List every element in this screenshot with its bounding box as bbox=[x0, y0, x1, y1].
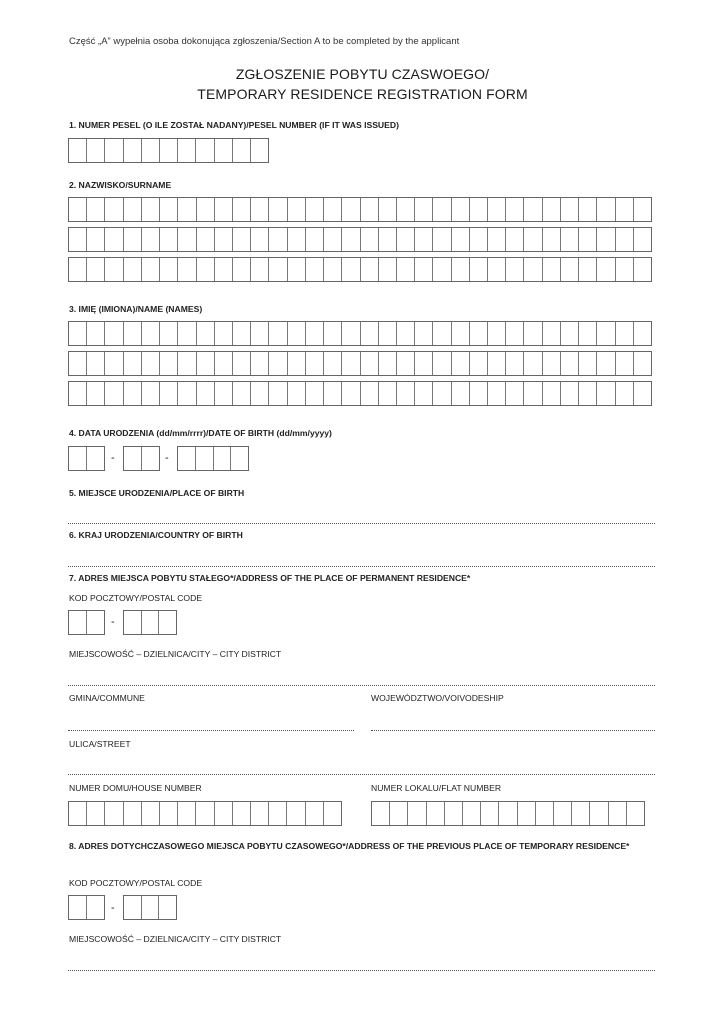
char-box[interactable] bbox=[433, 198, 451, 221]
char-box[interactable] bbox=[124, 611, 142, 634]
char-box[interactable] bbox=[142, 322, 160, 345]
char-box[interactable] bbox=[524, 352, 542, 375]
char-box[interactable] bbox=[506, 382, 524, 405]
char-box[interactable] bbox=[506, 322, 524, 345]
char-box[interactable] bbox=[124, 896, 142, 919]
char-box[interactable] bbox=[87, 228, 105, 251]
surname-boxes-row[interactable] bbox=[68, 197, 652, 222]
char-box[interactable] bbox=[634, 228, 651, 251]
char-box[interactable] bbox=[579, 322, 597, 345]
char-box[interactable] bbox=[269, 802, 287, 825]
char-box[interactable] bbox=[543, 228, 561, 251]
names-boxes-row[interactable] bbox=[68, 351, 652, 376]
char-box[interactable] bbox=[87, 382, 105, 405]
char-box[interactable] bbox=[178, 139, 196, 162]
postal-code-label: KOD POCZTOWY/POSTAL CODE bbox=[69, 593, 203, 603]
char-box[interactable] bbox=[572, 802, 590, 825]
char-box[interactable] bbox=[324, 322, 342, 345]
char-box[interactable] bbox=[408, 802, 426, 825]
char-box[interactable] bbox=[324, 258, 342, 281]
char-box[interactable] bbox=[616, 382, 634, 405]
street-label: ULICA/STREET bbox=[69, 739, 131, 749]
char-box[interactable] bbox=[361, 322, 379, 345]
char-box[interactable] bbox=[634, 382, 651, 405]
char-box[interactable] bbox=[415, 198, 433, 221]
char-box[interactable] bbox=[415, 352, 433, 375]
char-box[interactable] bbox=[269, 382, 287, 405]
char-box[interactable] bbox=[142, 198, 160, 221]
char-box[interactable] bbox=[342, 352, 360, 375]
char-box[interactable] bbox=[197, 382, 215, 405]
section-4-heading: 4. DATA URODZENIA (dd/mm/rrrr)/DATE OF BIRTH (dd/mm/yyyy) bbox=[69, 428, 332, 438]
char-box[interactable] bbox=[231, 447, 248, 470]
char-box[interactable] bbox=[379, 322, 397, 345]
char-box[interactable] bbox=[233, 802, 251, 825]
char-box[interactable] bbox=[324, 228, 342, 251]
char-box[interactable] bbox=[524, 322, 542, 345]
char-box[interactable] bbox=[488, 322, 506, 345]
char-box[interactable] bbox=[160, 322, 178, 345]
char-box[interactable] bbox=[178, 198, 196, 221]
char-box[interactable] bbox=[372, 802, 390, 825]
char-box[interactable] bbox=[616, 258, 634, 281]
voivodeship-line[interactable] bbox=[371, 730, 655, 731]
char-box[interactable] bbox=[561, 228, 579, 251]
char-box[interactable] bbox=[306, 352, 324, 375]
birth-month-boxes[interactable] bbox=[123, 446, 160, 471]
char-box[interactable] bbox=[105, 382, 123, 405]
char-box[interactable] bbox=[288, 228, 306, 251]
char-box[interactable] bbox=[215, 352, 233, 375]
char-box[interactable] bbox=[433, 322, 451, 345]
char-box[interactable] bbox=[69, 258, 87, 281]
char-box[interactable] bbox=[178, 322, 196, 345]
char-box[interactable] bbox=[233, 258, 251, 281]
char-box[interactable] bbox=[197, 198, 215, 221]
char-box[interactable] bbox=[579, 258, 597, 281]
char-box[interactable] bbox=[506, 198, 524, 221]
section-6-heading: 6. KRAJ URODZENIA/COUNTRY OF BIRTH bbox=[69, 530, 243, 540]
char-box[interactable] bbox=[579, 228, 597, 251]
char-box[interactable] bbox=[142, 802, 160, 825]
char-box[interactable] bbox=[233, 322, 251, 345]
char-box[interactable] bbox=[445, 802, 463, 825]
char-box[interactable] bbox=[142, 896, 160, 919]
char-box[interactable] bbox=[269, 198, 287, 221]
char-box[interactable] bbox=[561, 198, 579, 221]
char-box[interactable] bbox=[87, 322, 105, 345]
char-box[interactable] bbox=[609, 802, 627, 825]
char-box[interactable] bbox=[470, 228, 488, 251]
voivodeship-label: WOJEWÓDZTWO/VOIVODESHIP bbox=[371, 693, 504, 703]
char-box[interactable] bbox=[105, 228, 123, 251]
char-box[interactable] bbox=[518, 802, 536, 825]
char-box[interactable] bbox=[379, 258, 397, 281]
char-box[interactable] bbox=[342, 322, 360, 345]
char-box[interactable] bbox=[142, 228, 160, 251]
char-box[interactable] bbox=[506, 258, 524, 281]
char-box[interactable] bbox=[506, 352, 524, 375]
postal-code-boxes-part2[interactable] bbox=[123, 610, 177, 635]
char-box[interactable] bbox=[159, 611, 176, 634]
char-box[interactable] bbox=[251, 382, 269, 405]
char-box[interactable] bbox=[142, 382, 160, 405]
char-box[interactable] bbox=[634, 258, 651, 281]
form-title-line1: ZGŁOSZENIE POBYTU CZASWOEGO/ bbox=[235, 66, 490, 82]
char-box[interactable] bbox=[87, 352, 105, 375]
char-box[interactable] bbox=[597, 228, 615, 251]
char-box[interactable] bbox=[269, 322, 287, 345]
char-box[interactable] bbox=[561, 258, 579, 281]
char-box[interactable] bbox=[288, 382, 306, 405]
char-box[interactable] bbox=[142, 352, 160, 375]
char-box[interactable] bbox=[306, 802, 324, 825]
char-box[interactable] bbox=[251, 258, 269, 281]
flat-number-label: NUMER LOKALU/FLAT NUMBER bbox=[371, 783, 502, 793]
char-box[interactable] bbox=[306, 258, 324, 281]
char-box[interactable] bbox=[124, 802, 142, 825]
surname-boxes-row[interactable] bbox=[68, 257, 652, 282]
char-box[interactable] bbox=[324, 802, 341, 825]
char-box[interactable] bbox=[178, 352, 196, 375]
char-box[interactable] bbox=[499, 802, 517, 825]
char-box[interactable] bbox=[524, 228, 542, 251]
char-box[interactable] bbox=[579, 198, 597, 221]
surname-boxes-row[interactable] bbox=[68, 227, 652, 252]
char-box[interactable] bbox=[69, 611, 87, 634]
section-3-heading: 3. IMIĘ (IMIONA)/NAME (NAMES) bbox=[69, 304, 203, 314]
char-box[interactable] bbox=[269, 352, 287, 375]
house-number-boxes[interactable] bbox=[68, 801, 342, 826]
char-box[interactable] bbox=[561, 322, 579, 345]
char-box[interactable] bbox=[87, 139, 105, 162]
street-line[interactable] bbox=[68, 774, 655, 775]
char-box[interactable] bbox=[69, 352, 87, 375]
char-box[interactable] bbox=[287, 802, 305, 825]
char-box[interactable] bbox=[597, 352, 615, 375]
names-boxes-row[interactable] bbox=[68, 381, 652, 406]
char-box[interactable] bbox=[452, 382, 470, 405]
char-box[interactable] bbox=[233, 352, 251, 375]
char-box[interactable] bbox=[251, 198, 269, 221]
char-box[interactable] bbox=[524, 382, 542, 405]
char-box[interactable] bbox=[160, 228, 178, 251]
postal-code-boxes-part1[interactable] bbox=[68, 610, 105, 635]
pesel-boxes[interactable] bbox=[68, 138, 269, 163]
char-box[interactable] bbox=[616, 228, 634, 251]
char-box[interactable] bbox=[142, 139, 160, 162]
char-box[interactable] bbox=[105, 139, 123, 162]
commune-line[interactable] bbox=[68, 730, 354, 731]
postal-code-separator: - bbox=[111, 616, 115, 628]
char-box[interactable] bbox=[251, 802, 269, 825]
postal-code-label: KOD POCZTOWY/POSTAL CODE bbox=[69, 878, 203, 888]
header-note: Część „A” wypełnia osoba dokonująca zgłoszenia/Section A to be completed by the applicant bbox=[69, 36, 460, 47]
date-separator: - bbox=[111, 452, 115, 464]
char-box[interactable] bbox=[124, 447, 142, 470]
char-box[interactable] bbox=[452, 258, 470, 281]
char-box[interactable] bbox=[470, 198, 488, 221]
char-box[interactable] bbox=[251, 228, 269, 251]
char-box[interactable] bbox=[342, 198, 360, 221]
char-box[interactable] bbox=[324, 198, 342, 221]
char-box[interactable] bbox=[379, 228, 397, 251]
section-5-heading: 5. MIEJSCE URODZENIA/PLACE OF BIRTH bbox=[69, 488, 245, 498]
char-box[interactable] bbox=[69, 382, 87, 405]
house-number-label: NUMER DOMU/HOUSE NUMBER bbox=[69, 783, 202, 793]
char-box[interactable] bbox=[397, 322, 415, 345]
char-box[interactable] bbox=[616, 322, 634, 345]
char-box[interactable] bbox=[105, 322, 123, 345]
char-box[interactable] bbox=[69, 139, 87, 162]
char-box[interactable] bbox=[215, 322, 233, 345]
char-box[interactable] bbox=[215, 382, 233, 405]
char-box[interactable] bbox=[543, 258, 561, 281]
char-box[interactable] bbox=[251, 139, 268, 162]
char-box[interactable] bbox=[306, 228, 324, 251]
char-box[interactable] bbox=[470, 322, 488, 345]
char-box[interactable] bbox=[427, 802, 445, 825]
char-box[interactable] bbox=[488, 198, 506, 221]
char-box[interactable] bbox=[159, 896, 176, 919]
char-box[interactable] bbox=[196, 447, 214, 470]
char-box[interactable] bbox=[160, 139, 178, 162]
char-box[interactable] bbox=[452, 228, 470, 251]
char-box[interactable] bbox=[160, 802, 178, 825]
char-box[interactable] bbox=[215, 198, 233, 221]
char-box[interactable] bbox=[160, 258, 178, 281]
char-box[interactable] bbox=[124, 228, 142, 251]
char-box[interactable] bbox=[506, 228, 524, 251]
char-box[interactable] bbox=[634, 352, 651, 375]
char-box[interactable] bbox=[579, 382, 597, 405]
char-box[interactable] bbox=[160, 198, 178, 221]
char-box[interactable] bbox=[196, 802, 214, 825]
char-box[interactable] bbox=[105, 802, 123, 825]
char-box[interactable] bbox=[69, 228, 87, 251]
char-box[interactable] bbox=[215, 258, 233, 281]
char-box[interactable] bbox=[488, 258, 506, 281]
char-box[interactable] bbox=[379, 352, 397, 375]
char-box[interactable] bbox=[251, 352, 269, 375]
date-separator: - bbox=[165, 452, 169, 464]
char-box[interactable] bbox=[142, 447, 159, 470]
char-box[interactable] bbox=[415, 228, 433, 251]
char-box[interactable] bbox=[142, 611, 160, 634]
char-box[interactable] bbox=[324, 352, 342, 375]
char-box[interactable] bbox=[233, 228, 251, 251]
char-box[interactable] bbox=[361, 258, 379, 281]
char-box[interactable] bbox=[390, 802, 408, 825]
char-box[interactable] bbox=[87, 447, 104, 470]
char-box[interactable] bbox=[470, 258, 488, 281]
char-box[interactable] bbox=[288, 258, 306, 281]
char-box[interactable] bbox=[397, 258, 415, 281]
char-box[interactable] bbox=[597, 322, 615, 345]
char-box[interactable] bbox=[69, 896, 87, 919]
char-box[interactable] bbox=[160, 352, 178, 375]
char-box[interactable] bbox=[178, 802, 196, 825]
country-of-birth-line[interactable] bbox=[68, 566, 655, 567]
char-box[interactable] bbox=[197, 228, 215, 251]
char-box[interactable] bbox=[397, 382, 415, 405]
char-box[interactable] bbox=[524, 258, 542, 281]
char-box[interactable] bbox=[178, 382, 196, 405]
char-box[interactable] bbox=[543, 382, 561, 405]
char-box[interactable] bbox=[463, 802, 481, 825]
char-box[interactable] bbox=[379, 198, 397, 221]
char-box[interactable] bbox=[197, 258, 215, 281]
char-box[interactable] bbox=[288, 322, 306, 345]
char-box[interactable] bbox=[306, 322, 324, 345]
char-box[interactable] bbox=[597, 198, 615, 221]
char-box[interactable] bbox=[634, 198, 651, 221]
char-box[interactable] bbox=[627, 802, 644, 825]
char-box[interactable] bbox=[233, 198, 251, 221]
section-7-heading: 7. ADRES MIEJSCA POBYTU STAŁEGO*/ADDRESS OF THE PLACE OF PERMANENT RESIDENCE* bbox=[69, 573, 471, 583]
char-box[interactable] bbox=[160, 382, 178, 405]
section-8-heading: 8. ADRES DOTYCHCZASOWEGO MIEJSCA POBYTU CZASOWEGO*/ADDRESS OF THE PREVIOUS PLACE OF TEMPORARY RESIDENCE* bbox=[69, 841, 630, 851]
char-box[interactable] bbox=[597, 382, 615, 405]
char-box[interactable] bbox=[415, 322, 433, 345]
char-box[interactable] bbox=[597, 258, 615, 281]
char-box[interactable] bbox=[616, 198, 634, 221]
char-box[interactable] bbox=[543, 322, 561, 345]
char-box[interactable] bbox=[69, 802, 87, 825]
char-box[interactable] bbox=[105, 352, 123, 375]
char-box[interactable] bbox=[561, 382, 579, 405]
place-of-birth-line[interactable] bbox=[68, 523, 655, 524]
char-box[interactable] bbox=[616, 352, 634, 375]
birth-year-boxes[interactable] bbox=[177, 446, 249, 471]
prev-city-line[interactable] bbox=[68, 970, 655, 971]
char-box[interactable] bbox=[433, 228, 451, 251]
postal-code-separator: - bbox=[111, 902, 115, 914]
char-box[interactable] bbox=[379, 382, 397, 405]
char-box[interactable] bbox=[324, 382, 342, 405]
form-title-line2: TEMPORARY RESIDENCE REGISTRATION FORM bbox=[197, 86, 528, 102]
char-box[interactable] bbox=[579, 352, 597, 375]
char-box[interactable] bbox=[536, 802, 554, 825]
char-box[interactable] bbox=[215, 228, 233, 251]
char-box[interactable] bbox=[397, 198, 415, 221]
city-line[interactable] bbox=[68, 685, 655, 686]
char-box[interactable] bbox=[87, 258, 105, 281]
char-box[interactable] bbox=[288, 352, 306, 375]
char-box[interactable] bbox=[361, 198, 379, 221]
prev-postal-code-boxes-part1[interactable] bbox=[68, 895, 105, 920]
char-box[interactable] bbox=[397, 228, 415, 251]
char-box[interactable] bbox=[124, 322, 142, 345]
char-box[interactable] bbox=[306, 198, 324, 221]
char-box[interactable] bbox=[342, 228, 360, 251]
char-box[interactable] bbox=[554, 802, 572, 825]
char-box[interactable] bbox=[452, 198, 470, 221]
commune-label: GMINA/COMMUNE bbox=[69, 693, 145, 703]
city-label: MIEJSCOWOŚĆ – DZIELNICA/CITY – CITY DISTRICT bbox=[69, 649, 282, 659]
char-box[interactable] bbox=[488, 228, 506, 251]
char-box[interactable] bbox=[634, 322, 651, 345]
char-box[interactable] bbox=[342, 382, 360, 405]
char-box[interactable] bbox=[415, 258, 433, 281]
char-box[interactable] bbox=[214, 447, 232, 470]
char-box[interactable] bbox=[197, 322, 215, 345]
char-box[interactable] bbox=[590, 802, 608, 825]
char-box[interactable] bbox=[269, 258, 287, 281]
char-box[interactable] bbox=[361, 382, 379, 405]
char-box[interactable] bbox=[488, 382, 506, 405]
char-box[interactable] bbox=[306, 382, 324, 405]
char-box[interactable] bbox=[197, 352, 215, 375]
char-box[interactable] bbox=[233, 382, 251, 405]
char-box[interactable] bbox=[87, 802, 105, 825]
section-1-heading: 1. NUMER PESEL (O ILE ZOSTAŁ NADANY)/PESEL NUMBER (IF IT WAS ISSUED) bbox=[69, 120, 399, 130]
char-box[interactable] bbox=[481, 802, 499, 825]
char-box[interactable] bbox=[178, 228, 196, 251]
char-box[interactable] bbox=[233, 139, 251, 162]
char-box[interactable] bbox=[452, 322, 470, 345]
char-box[interactable] bbox=[124, 139, 142, 162]
char-box[interactable] bbox=[124, 352, 142, 375]
section-2-heading: 2. NAZWISKO/SURNAME bbox=[69, 180, 172, 190]
char-box[interactable] bbox=[124, 382, 142, 405]
char-box[interactable] bbox=[470, 382, 488, 405]
char-box[interactable] bbox=[470, 352, 488, 375]
char-box[interactable] bbox=[251, 322, 269, 345]
city-label: MIEJSCOWOŚĆ – DZIELNICA/CITY – CITY DISTRICT bbox=[69, 934, 282, 944]
char-box[interactable] bbox=[543, 352, 561, 375]
char-box[interactable] bbox=[415, 382, 433, 405]
char-box[interactable] bbox=[87, 896, 104, 919]
flat-number-boxes[interactable] bbox=[371, 801, 645, 826]
birth-day-boxes[interactable] bbox=[68, 446, 105, 471]
char-box[interactable] bbox=[433, 258, 451, 281]
char-box[interactable] bbox=[69, 447, 87, 470]
char-box[interactable] bbox=[452, 352, 470, 375]
char-box[interactable] bbox=[87, 198, 105, 221]
char-box[interactable] bbox=[543, 198, 561, 221]
char-box[interactable] bbox=[105, 258, 123, 281]
char-box[interactable] bbox=[397, 352, 415, 375]
char-box[interactable] bbox=[178, 447, 196, 470]
char-box[interactable] bbox=[69, 198, 87, 221]
char-box[interactable] bbox=[142, 258, 160, 281]
char-box[interactable] bbox=[87, 611, 104, 634]
char-box[interactable] bbox=[361, 228, 379, 251]
char-box[interactable] bbox=[524, 198, 542, 221]
char-box[interactable] bbox=[288, 198, 306, 221]
char-box[interactable] bbox=[105, 198, 123, 221]
char-box[interactable] bbox=[361, 352, 379, 375]
char-box[interactable] bbox=[124, 258, 142, 281]
char-box[interactable] bbox=[69, 322, 87, 345]
char-box[interactable] bbox=[196, 139, 214, 162]
char-box[interactable] bbox=[215, 139, 233, 162]
char-box[interactable] bbox=[124, 198, 142, 221]
prev-postal-code-boxes-part2[interactable] bbox=[123, 895, 177, 920]
char-box[interactable] bbox=[342, 258, 360, 281]
names-boxes-row[interactable] bbox=[68, 321, 652, 346]
char-box[interactable] bbox=[561, 352, 579, 375]
char-box[interactable] bbox=[488, 352, 506, 375]
char-box[interactable] bbox=[433, 352, 451, 375]
char-box[interactable] bbox=[269, 228, 287, 251]
char-box[interactable] bbox=[215, 802, 233, 825]
char-box[interactable] bbox=[178, 258, 196, 281]
char-box[interactable] bbox=[433, 382, 451, 405]
